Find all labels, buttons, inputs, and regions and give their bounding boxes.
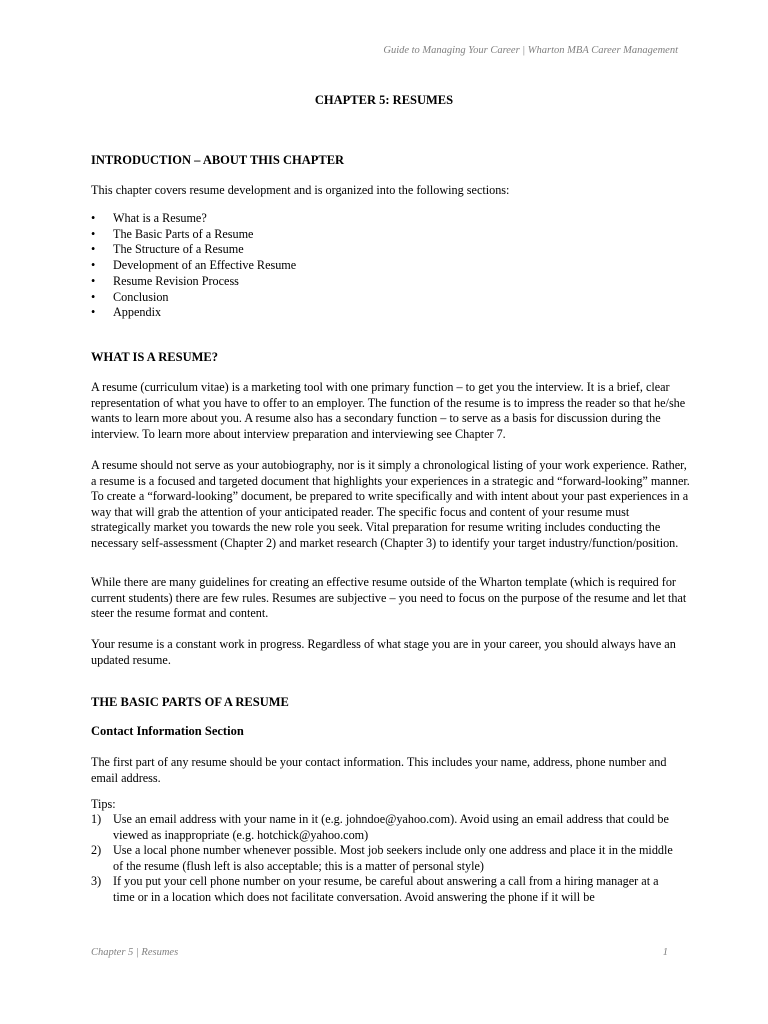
list-item-label: Conclusion — [113, 289, 169, 304]
section-list — [91, 211, 296, 321]
list-item — [91, 258, 296, 274]
bullet-icon: • — [91, 289, 96, 304]
bullet-icon: • — [91, 226, 96, 241]
chapter-title: CHAPTER 5: RESUMES — [314, 93, 454, 107]
contact-info-paragraph: The first part of any resume should be your contact information. This includes your name, address, phone number and email address. — [91, 755, 667, 785]
list-item-label: The Structure of a Resume — [113, 242, 244, 257]
list-item — [91, 211, 296, 227]
what-is-paragraph-1: A resume (curriculum vitae) is a marketing tool with one primary function – to get you the interview. It is a brief, clear representation of what you have to offer to an employer. The function of the resume is to impress the reader so that he/she wants to learn more about you. A resume also has a secondary function – to serve as a basis for discussion during the interview. To learn more about interview preparation and interviewing see Chapter 7. — [91, 380, 686, 441]
tip-text: Use an email address with your name in it (e.g. johndoe@yahoo.com). Avoid using an email address that could be viewed as inappropriate (e.g. hotchick@yahoo.com) — [113, 812, 669, 842]
what-is-paragraph-2: A resume should not serve as your autobiography, nor is it simply a chronological listing of your work experience. Rather, a resume is a focused and targeted document that highlights your experiences in a strategic and “forward-looking” manner. To create a “forward-looking” document, be prepared to write specifically and with intent about your past experiences in a way that will grab the attention of your anticipated reader. The specific focus and content of your resume must strategically market you towards the new role you seek. Vital preparation for resume writing includes conducting the necessary self-assessment (Chapter 2) and market research (Chapter 3) to identify your target industry/function/position. — [91, 458, 690, 550]
bullet-icon: • — [91, 242, 96, 257]
intro-heading: INTRODUCTION – ABOUT THIS CHAPTER — [91, 153, 345, 167]
what-is-heading: WHAT IS A RESUME? — [91, 350, 219, 364]
list-item-label: Resume Revision Process — [113, 273, 239, 288]
list-item — [91, 874, 681, 905]
list-item — [91, 843, 681, 874]
page-number: 1 — [662, 947, 668, 958]
tip-number: 1) — [91, 812, 102, 826]
contact-info-subheading: Contact Information Section — [91, 724, 244, 738]
list-item — [91, 274, 296, 290]
what-is-paragraph-4: Your resume is a constant work in progress. Regardless of what stage you are in your career, you should always have an updated resume. — [91, 637, 676, 667]
tip-text: Use a local phone number whenever possible. Most job seekers include only one address and place it in the middle of the resume (flush left is also acceptable; this is a matter of personal style) — [113, 843, 673, 873]
bullet-icon: • — [91, 258, 96, 273]
bullet-icon: • — [91, 273, 96, 288]
list-item-label: Appendix — [113, 305, 162, 320]
tip-text: If you put your cell phone number on your resume, be careful about answering a call from a hiring manager at a time or in a location which does not facilitate conversation. Avoid answering the phone if it will be — [113, 874, 659, 904]
list-item-label: Development of an Effective Resume — [113, 258, 297, 273]
list-item — [91, 812, 681, 843]
list-item-label: The Basic Parts of a Resume — [113, 226, 254, 241]
what-is-paragraph-3: While there are many guidelines for creating an effective resume outside of the Wharton template (which is required for current students) there are few rules. Resumes are subjective – you need to focus on the purpose of the resume and let that steer the resume format and content. — [91, 575, 687, 621]
intro-lead: This chapter covers resume development and is organized into the following sections: — [91, 183, 510, 197]
tips-label: Tips: — [91, 797, 116, 811]
bullet-icon: • — [91, 305, 96, 320]
bullet-icon: • — [91, 211, 96, 225]
tips-list — [91, 812, 681, 906]
tip-number: 3) — [91, 874, 102, 889]
running-footer: Chapter 5 | Resumes — [91, 947, 179, 958]
list-item — [91, 305, 296, 321]
tip-number: 2) — [91, 843, 102, 858]
list-item — [91, 290, 296, 306]
basic-parts-heading: THE BASIC PARTS OF A RESUME — [91, 695, 289, 709]
list-item-label: What is a Resume? — [113, 211, 207, 225]
list-item — [91, 242, 296, 258]
list-item — [91, 227, 296, 243]
running-header: Guide to Managing Your Career | Wharton MBA Career Management — [383, 45, 678, 56]
